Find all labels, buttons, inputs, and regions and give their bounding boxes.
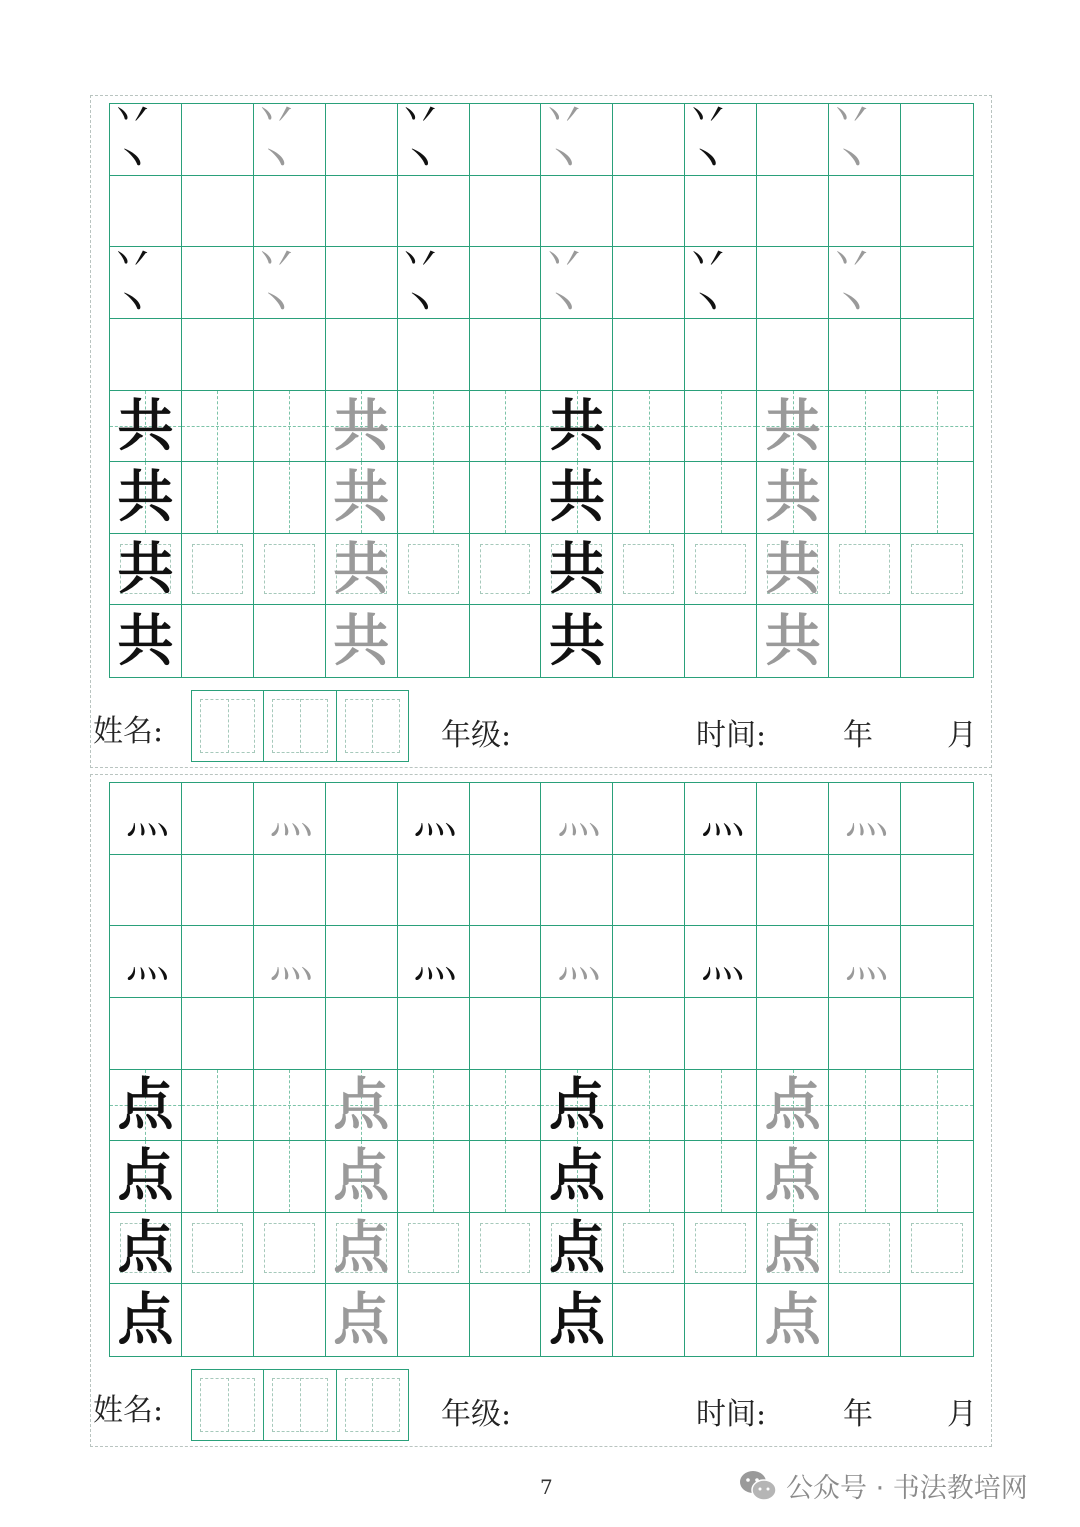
name-box-cell[interactable] [264, 691, 336, 761]
grid-cell[interactable] [398, 1141, 470, 1213]
grid-cell[interactable] [541, 1213, 613, 1285]
grid-cell[interactable] [398, 1284, 470, 1356]
grid-cell[interactable] [613, 605, 685, 677]
grid-cell[interactable] [613, 1070, 685, 1142]
grid-cell[interactable] [182, 926, 254, 998]
name-label: 姓名: [93, 714, 164, 749]
grid-cell[interactable] [182, 783, 254, 855]
grid-cell[interactable] [829, 534, 901, 606]
grid-cell[interactable] [470, 1141, 542, 1213]
grid-cell[interactable] [470, 462, 542, 534]
model-stroke: 灬 [413, 935, 454, 987]
month-label: 月 [947, 718, 977, 753]
grid-cell[interactable] [254, 1070, 326, 1142]
grid-cell[interactable] [757, 104, 829, 176]
grid-cell[interactable] [182, 462, 254, 534]
name-input-boxes[interactable] [191, 690, 409, 762]
name-box-cell[interactable] [192, 1370, 264, 1440]
model-character: 点 [117, 1287, 174, 1354]
grid-cell[interactable] [613, 926, 685, 998]
grid-cell[interactable] [613, 1141, 685, 1213]
grid-cell[interactable] [470, 534, 542, 606]
grid-cell[interactable] [757, 1141, 829, 1213]
grid-cell[interactable] [326, 104, 398, 176]
practice-grid-1 [109, 103, 974, 678]
grid-cell[interactable] [398, 855, 470, 927]
grid-cell[interactable] [326, 247, 398, 319]
grid-cell[interactable] [470, 783, 542, 855]
grid-cell[interactable] [613, 998, 685, 1070]
grid-cell[interactable] [470, 319, 542, 391]
model-stroke: 丷丶 [829, 247, 870, 319]
grid-cell[interactable] [685, 998, 757, 1070]
sheet-footer-2 [91, 1363, 991, 1441]
name-box-cell[interactable] [337, 1370, 408, 1440]
grid-cell[interactable] [757, 534, 829, 606]
grid-cell[interactable] [829, 855, 901, 927]
name-box-cell[interactable] [337, 691, 408, 761]
model-character: 点 [548, 1215, 605, 1282]
grid-cell[interactable] [901, 176, 973, 248]
grid-cell[interactable] [541, 1070, 613, 1142]
model-character: 共 [764, 392, 821, 459]
grid-cell[interactable] [182, 1284, 254, 1356]
grid-cell[interactable] [254, 319, 326, 391]
grid-cell[interactable] [182, 534, 254, 606]
grid-cell[interactable] [182, 391, 254, 463]
grid-cell[interactable] [254, 1213, 326, 1285]
model-character: 点 [333, 1287, 390, 1354]
watermark [738, 1466, 1028, 1505]
grid-cell[interactable] [182, 247, 254, 319]
grid-cell[interactable] [613, 1213, 685, 1285]
grid-cell[interactable] [398, 783, 470, 855]
watermark-text: 公众号 · 书法教培网 [786, 1473, 1028, 1504]
model-character: 共 [764, 608, 821, 675]
grid-cell[interactable] [613, 534, 685, 606]
model-character: 点 [117, 1215, 174, 1282]
grid-cell[interactable] [541, 783, 613, 855]
grid-cell[interactable] [110, 855, 182, 927]
grid-cell[interactable] [110, 783, 182, 855]
grid-cell[interactable] [829, 247, 901, 319]
grid-cell[interactable] [110, 104, 182, 176]
grid-cell[interactable] [110, 1141, 182, 1213]
grid-cell[interactable] [685, 1213, 757, 1285]
model-character: 共 [764, 464, 821, 531]
grid-cell[interactable] [326, 176, 398, 248]
grid-cell[interactable] [829, 1141, 901, 1213]
grid-cell[interactable] [254, 104, 326, 176]
model-character: 共 [548, 536, 605, 603]
grid-cell[interactable] [901, 855, 973, 927]
grid-cell[interactable] [398, 176, 470, 248]
model-character: 点 [548, 1143, 605, 1210]
year-label: 年 [843, 718, 873, 753]
grid-cell[interactable] [685, 391, 757, 463]
grid-cell[interactable] [182, 1070, 254, 1142]
grid-cell[interactable] [613, 247, 685, 319]
grid-cell[interactable] [829, 926, 901, 998]
grid-cell[interactable] [541, 1141, 613, 1213]
grid-cell[interactable] [901, 1141, 973, 1213]
grid-cell[interactable] [470, 104, 542, 176]
grid-cell[interactable] [470, 391, 542, 463]
grid-cell[interactable] [757, 783, 829, 855]
model-stroke: 丷丶 [110, 247, 150, 319]
grid-cell[interactable] [685, 1284, 757, 1356]
model-character: 点 [333, 1071, 390, 1138]
grid-cell[interactable] [182, 998, 254, 1070]
model-stroke: 灬 [556, 935, 597, 987]
grid-cell[interactable] [254, 1284, 326, 1356]
time-label: 时间: [696, 718, 767, 753]
grid-cell[interactable] [757, 319, 829, 391]
grid-cell[interactable] [613, 176, 685, 248]
grid-cell[interactable] [254, 926, 326, 998]
model-character: 点 [764, 1143, 821, 1210]
model-character: 共 [764, 536, 821, 603]
grid-cell[interactable] [470, 605, 542, 677]
practice-grid-2 [109, 782, 974, 1357]
grid-cell[interactable] [685, 855, 757, 927]
grid-cell[interactable] [398, 319, 470, 391]
grid-cell[interactable] [901, 605, 973, 677]
page-number: 7 [540, 1475, 553, 1499]
grid-cell[interactable] [901, 319, 973, 391]
grid-cell[interactable] [757, 926, 829, 998]
grid-cell[interactable] [901, 783, 973, 855]
model-character: 点 [764, 1215, 821, 1282]
grid-cell[interactable] [254, 998, 326, 1070]
model-character: 共 [333, 464, 390, 531]
grid-cell[interactable] [398, 534, 470, 606]
grid-cell[interactable] [685, 247, 757, 319]
grid-cell[interactable] [470, 926, 542, 998]
grid-cell[interactable] [685, 926, 757, 998]
model-character: 共 [333, 536, 390, 603]
grid-cell[interactable] [326, 1141, 398, 1213]
model-character: 点 [117, 1071, 174, 1138]
grid-cell[interactable] [326, 1070, 398, 1142]
grid-cell[interactable] [901, 1070, 973, 1142]
name-input-boxes[interactable] [191, 1369, 409, 1441]
model-character: 共 [333, 392, 390, 459]
grid-cell[interactable] [901, 998, 973, 1070]
grid-cell[interactable] [254, 176, 326, 248]
grid-cell[interactable] [829, 176, 901, 248]
grid-cell[interactable] [110, 391, 182, 463]
grid-cell[interactable] [398, 605, 470, 677]
grid-cell[interactable] [470, 1284, 542, 1356]
grid-cell[interactable] [110, 998, 182, 1070]
model-stroke: 丷丶 [253, 247, 294, 319]
grid-cell[interactable] [326, 1213, 398, 1285]
grid-cell[interactable] [254, 462, 326, 534]
model-character: 点 [548, 1287, 605, 1354]
practice-sheet-2 [90, 774, 992, 1447]
model-stroke: 丷丶 [110, 104, 150, 176]
model-character: 共 [117, 536, 174, 603]
model-stroke: 灬 [700, 935, 741, 987]
model-stroke: 灬 [269, 935, 310, 987]
grid-cell[interactable] [541, 605, 613, 677]
grid-cell[interactable] [757, 998, 829, 1070]
grid-cell[interactable] [110, 1070, 182, 1142]
grid-cell[interactable] [757, 247, 829, 319]
grid-cell[interactable] [901, 391, 973, 463]
grid-cell[interactable] [541, 855, 613, 927]
name-box-cell[interactable] [264, 1370, 336, 1440]
model-character: 共 [548, 608, 605, 675]
grid-cell[interactable] [685, 462, 757, 534]
grid-cell[interactable] [110, 247, 182, 319]
month-label: 月 [947, 1397, 977, 1432]
grid-cell[interactable] [829, 605, 901, 677]
grid-cell[interactable] [326, 855, 398, 927]
practice-sheet-1 [90, 95, 992, 768]
grid-cell[interactable] [470, 247, 542, 319]
grid-cell[interactable] [541, 319, 613, 391]
time-label: 时间: [696, 1397, 767, 1432]
grid-cell[interactable] [254, 534, 326, 606]
grid-cell[interactable] [110, 319, 182, 391]
grid-cell[interactable] [901, 926, 973, 998]
grade-label: 年级: [441, 1397, 512, 1432]
grid-cell[interactable] [398, 998, 470, 1070]
name-label: 姓名: [93, 1393, 164, 1428]
grid-cell[interactable] [254, 783, 326, 855]
grid-cell[interactable] [326, 462, 398, 534]
grid-cell[interactable] [685, 783, 757, 855]
grid-cell[interactable] [254, 605, 326, 677]
grid-cell[interactable] [110, 1284, 182, 1356]
grid-cell[interactable] [541, 391, 613, 463]
model-stroke: 丷丶 [685, 104, 726, 176]
grid-cell[interactable] [182, 855, 254, 927]
grid-cell[interactable] [613, 319, 685, 391]
grid-cell[interactable] [110, 534, 182, 606]
grade-label: 年级: [441, 718, 512, 753]
grid-cell[interactable] [254, 247, 326, 319]
grid-cell[interactable] [757, 391, 829, 463]
model-character: 共 [117, 464, 174, 531]
model-character: 共 [333, 608, 390, 675]
grid-cell[interactable] [470, 855, 542, 927]
grid-cell[interactable] [326, 534, 398, 606]
model-stroke: 丷丶 [253, 104, 294, 176]
model-stroke: 灬 [556, 792, 597, 844]
grid-cell[interactable] [685, 1141, 757, 1213]
grid-cell[interactable] [182, 319, 254, 391]
grid-cell[interactable] [470, 1070, 542, 1142]
model-character: 共 [548, 464, 605, 531]
grid-cell[interactable] [541, 176, 613, 248]
grid-cell[interactable] [613, 104, 685, 176]
grid-cell[interactable] [541, 104, 613, 176]
model-character: 点 [333, 1215, 390, 1282]
model-character: 点 [764, 1287, 821, 1354]
grid-cell[interactable] [901, 104, 973, 176]
grid-cell[interactable] [757, 176, 829, 248]
sheet-footer-1 [91, 684, 991, 762]
model-character: 点 [548, 1071, 605, 1138]
grid-cell[interactable] [110, 605, 182, 677]
grid-cell[interactable] [398, 391, 470, 463]
model-character: 共 [117, 392, 174, 459]
grid-cell[interactable] [541, 534, 613, 606]
model-stroke: 灬 [413, 792, 454, 844]
grid-cell[interactable] [829, 391, 901, 463]
grid-cell[interactable] [757, 855, 829, 927]
grid-cell[interactable] [829, 319, 901, 391]
grid-cell[interactable] [829, 1070, 901, 1142]
grid-cell[interactable] [182, 104, 254, 176]
grid-cell[interactable] [613, 1284, 685, 1356]
model-stroke: 丷丶 [829, 104, 870, 176]
grid-cell[interactable] [901, 462, 973, 534]
model-character: 共 [117, 608, 174, 675]
grid-cell[interactable] [398, 926, 470, 998]
name-box-cell[interactable] [192, 691, 264, 761]
grid-cell[interactable] [757, 605, 829, 677]
model-stroke: 灬 [125, 792, 166, 844]
grid-cell[interactable] [685, 176, 757, 248]
grid-cell[interactable] [182, 1213, 254, 1285]
grid-cell[interactable] [110, 176, 182, 248]
grid-cell[interactable] [757, 1284, 829, 1356]
grid-cell[interactable] [110, 1213, 182, 1285]
grid-cell[interactable] [326, 926, 398, 998]
grid-cell[interactable] [326, 783, 398, 855]
model-character: 点 [764, 1071, 821, 1138]
grid-cell[interactable] [685, 319, 757, 391]
grid-cell[interactable] [326, 391, 398, 463]
model-stroke: 丷丶 [397, 104, 438, 176]
grid-cell[interactable] [470, 998, 542, 1070]
grid-cell[interactable] [182, 605, 254, 677]
grid-cell[interactable] [326, 998, 398, 1070]
grid-cell[interactable] [829, 998, 901, 1070]
grid-cell[interactable] [541, 247, 613, 319]
grid-cell[interactable] [182, 1141, 254, 1213]
grid-cell[interactable] [757, 1213, 829, 1285]
model-stroke: 丷丶 [541, 247, 582, 319]
grid-cell[interactable] [829, 462, 901, 534]
grid-cell[interactable] [470, 1213, 542, 1285]
model-stroke: 丷丶 [397, 247, 438, 319]
grid-cell[interactable] [398, 1213, 470, 1285]
grid-cell[interactable] [541, 998, 613, 1070]
grid-cell[interactable] [901, 1284, 973, 1356]
grid-cell[interactable] [398, 1070, 470, 1142]
grid-cell[interactable] [685, 534, 757, 606]
model-character: 点 [117, 1143, 174, 1210]
grid-cell[interactable] [685, 605, 757, 677]
model-stroke: 丷丶 [685, 247, 726, 319]
grid-cell[interactable] [398, 462, 470, 534]
grid-cell[interactable] [829, 1213, 901, 1285]
model-stroke: 灬 [844, 935, 885, 987]
grid-cell[interactable] [398, 247, 470, 319]
grid-cell[interactable] [254, 391, 326, 463]
model-character: 共 [548, 392, 605, 459]
model-stroke: 灬 [700, 792, 741, 844]
grid-cell[interactable] [613, 391, 685, 463]
model-stroke: 灬 [844, 792, 885, 844]
grid-cell[interactable] [326, 605, 398, 677]
grid-cell[interactable] [326, 319, 398, 391]
grid-cell[interactable] [254, 1141, 326, 1213]
model-character: 点 [333, 1143, 390, 1210]
year-label: 年 [843, 1397, 873, 1432]
grid-cell[interactable] [829, 1284, 901, 1356]
grid-cell[interactable] [182, 176, 254, 248]
grid-cell[interactable] [470, 176, 542, 248]
grid-cell[interactable] [757, 462, 829, 534]
grid-cell[interactable] [398, 104, 470, 176]
grid-cell[interactable] [326, 1284, 398, 1356]
grid-cell[interactable] [541, 462, 613, 534]
grid-cell[interactable] [757, 1070, 829, 1142]
model-stroke: 灬 [125, 935, 166, 987]
grid-cell[interactable] [829, 783, 901, 855]
grid-cell[interactable] [901, 247, 973, 319]
grid-cell[interactable] [901, 534, 973, 606]
grid-cell[interactable] [110, 926, 182, 998]
model-stroke: 灬 [269, 792, 310, 844]
model-stroke: 丷丶 [541, 104, 582, 176]
grid-cell[interactable] [901, 1213, 973, 1285]
grid-cell[interactable] [613, 462, 685, 534]
wechat-icon [738, 1469, 778, 1503]
grid-cell[interactable] [541, 1284, 613, 1356]
grid-cell[interactable] [685, 104, 757, 176]
grid-cell[interactable] [613, 855, 685, 927]
grid-cell[interactable] [613, 783, 685, 855]
grid-cell[interactable] [254, 855, 326, 927]
grid-cell[interactable] [541, 926, 613, 998]
grid-cell[interactable] [685, 1070, 757, 1142]
grid-cell[interactable] [829, 104, 901, 176]
grid-cell[interactable] [110, 462, 182, 534]
